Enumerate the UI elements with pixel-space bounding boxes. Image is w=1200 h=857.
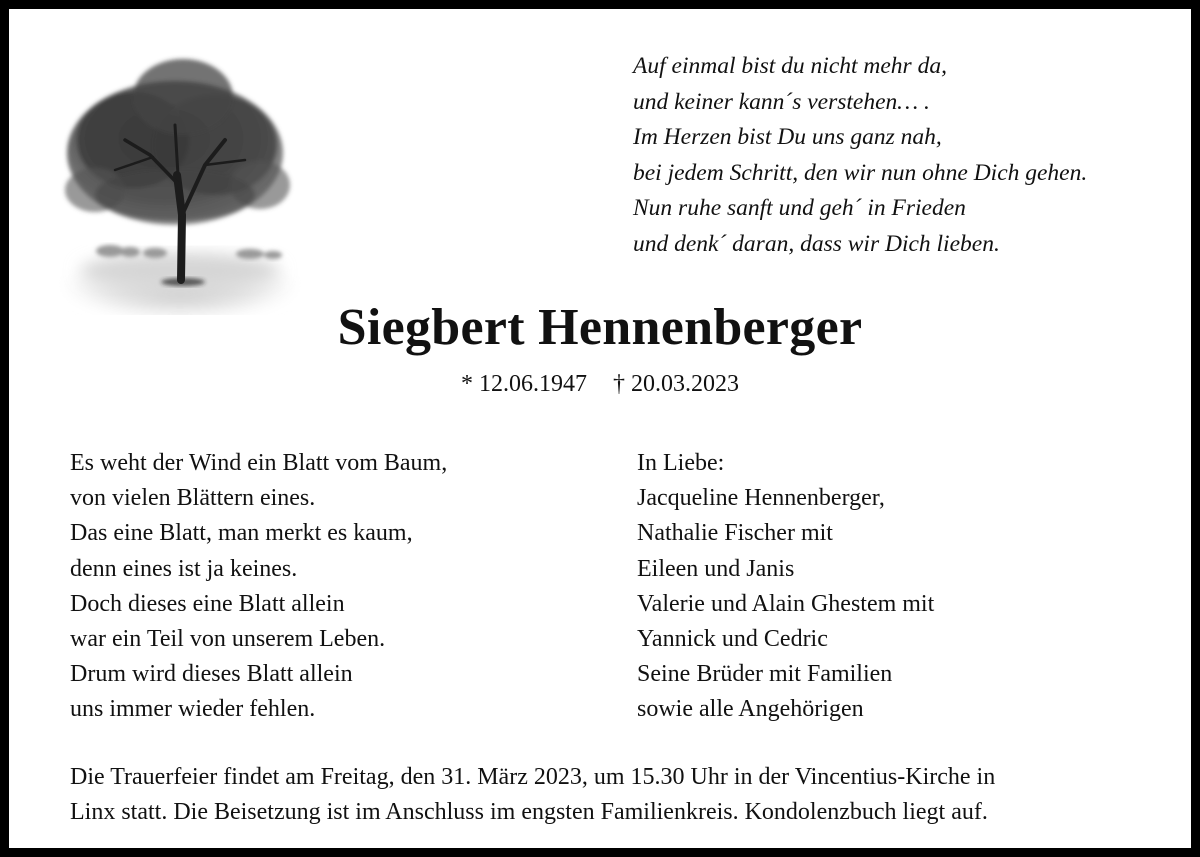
mourners-heading: In Liebe: bbox=[637, 450, 725, 476]
mourner-entry: Yannick und Cedric bbox=[637, 626, 828, 653]
mourner-entry: Eileen und Janis bbox=[637, 555, 795, 582]
leaf-poem-line: von vielen Blättern eines. bbox=[70, 485, 316, 512]
mourner-entry: sowie alle Angehörigen bbox=[637, 696, 864, 723]
top-poem-line: Im Herzen bist Du uns ganz nah, bbox=[633, 124, 942, 150]
funeral-notice-line: Linx statt. Die Beisetzung ist im Anschluss im engsten Familienkreis. Kondolenzbuch liegt auf. bbox=[70, 799, 988, 825]
mourners-list bbox=[637, 446, 934, 728]
top-poem-line: Nun ruhe sanft und geh´ in Frieden bbox=[633, 195, 966, 221]
top-poem bbox=[633, 49, 1087, 262]
leaf-poem-line: denn eines ist ja keines. bbox=[70, 555, 298, 582]
leaf-poem-line: uns immer wieder fehlen. bbox=[70, 696, 316, 723]
funeral-notice bbox=[70, 760, 1160, 830]
mourner-entry: Nathalie Fischer mit bbox=[637, 520, 833, 547]
mourner-entry: Valerie und Alain Ghestem mit bbox=[637, 590, 935, 617]
life-dates bbox=[9, 367, 1191, 401]
top-poem-line: und denk´ daran, dass wir Dich lieben. bbox=[633, 230, 1000, 257]
birth-date: * 12.06.1947 bbox=[461, 371, 587, 397]
leaf-poem-line: Drum wird dieses Blatt allein bbox=[70, 661, 353, 688]
leaf-poem-line: war ein Teil von unserem Leben. bbox=[70, 626, 386, 653]
leaf-poem-line: Es weht der Wind ein Blatt vom Baum, bbox=[70, 450, 448, 476]
death-date: † 20.03.2023 bbox=[613, 371, 739, 397]
deceased-name: Siegbert Hennenberger bbox=[337, 299, 863, 356]
leaf-poem-line: Doch dieses eine Blatt allein bbox=[70, 590, 345, 617]
tree-image bbox=[55, 45, 305, 315]
leaf-poem bbox=[70, 446, 447, 728]
leaf-poem-line: Das eine Blatt, man merkt es kaum, bbox=[70, 520, 413, 547]
mourner-entry: Jacqueline Hennenberger, bbox=[637, 485, 885, 512]
mourner-entry: Seine Brüder mit Familien bbox=[637, 661, 893, 688]
top-poem-line: Auf einmal bist du nicht mehr da, bbox=[633, 53, 947, 79]
top-poem-line: und keiner kann´s verstehen… . bbox=[633, 88, 930, 115]
funeral-notice-line: Die Trauerfeier findet am Freitag, den 31. März 2023, um 15.30 Uhr in der Vincentius-Kirche in bbox=[70, 764, 996, 790]
top-poem-line: bei jedem Schritt, den wir nun ohne Dich gehen. bbox=[633, 159, 1088, 186]
